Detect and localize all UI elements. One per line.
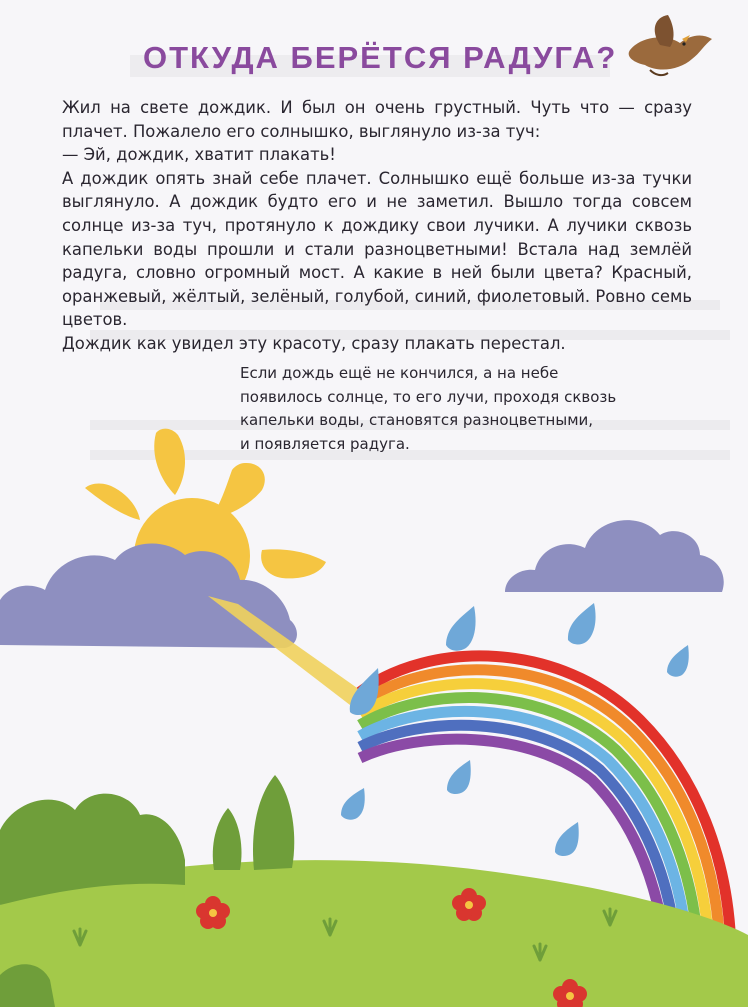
page-title: ОТКУДА БЕРЁТСЯ РАДУГА? (143, 40, 618, 75)
fact-line: капельки воды, становятся разноцветными, (240, 411, 594, 430)
cloud-right (505, 520, 724, 592)
story-dialogue: — Эй, дождик, хватит плакать! (62, 145, 336, 165)
story-paragraph: А дождик опять знай себе плачет. Солнышко ещё больше из-за тучки выглянуло. А дождик будто его и не заметил. Вышло тогда совсем солнце из-за туч, протянуло к дождику свои лучики. А лучики сквозь капельки воды прошли и стали разноцветными! Встала над землёй радуга, словно огромный мост. А какие в ней были цвета? Красный, оранжевый, жёлтый, зелёный, голубой, синий, фиолетовый. Ровно семь цветов. (62, 168, 692, 330)
story-paragraph: Жил на свете дождик. И был он очень грустный. Чуть что — сразу плачет. Пожалело его солнышко, выглянуло из-за туч: (62, 98, 692, 141)
cloud-left (0, 544, 297, 648)
story-text (62, 96, 692, 356)
fact-line: появилось солнце, то его лучи, проходя сквозь (240, 387, 617, 406)
story-paragraph: Дождик как увидел эту красоту, сразу плакать перестал. (62, 333, 566, 353)
fact-box (240, 362, 617, 456)
bird-icon (629, 15, 712, 75)
fact-line: Если дождь ещё не кончился, а на небе (240, 364, 559, 382)
fact-line: и появляется радуга. (240, 434, 410, 453)
